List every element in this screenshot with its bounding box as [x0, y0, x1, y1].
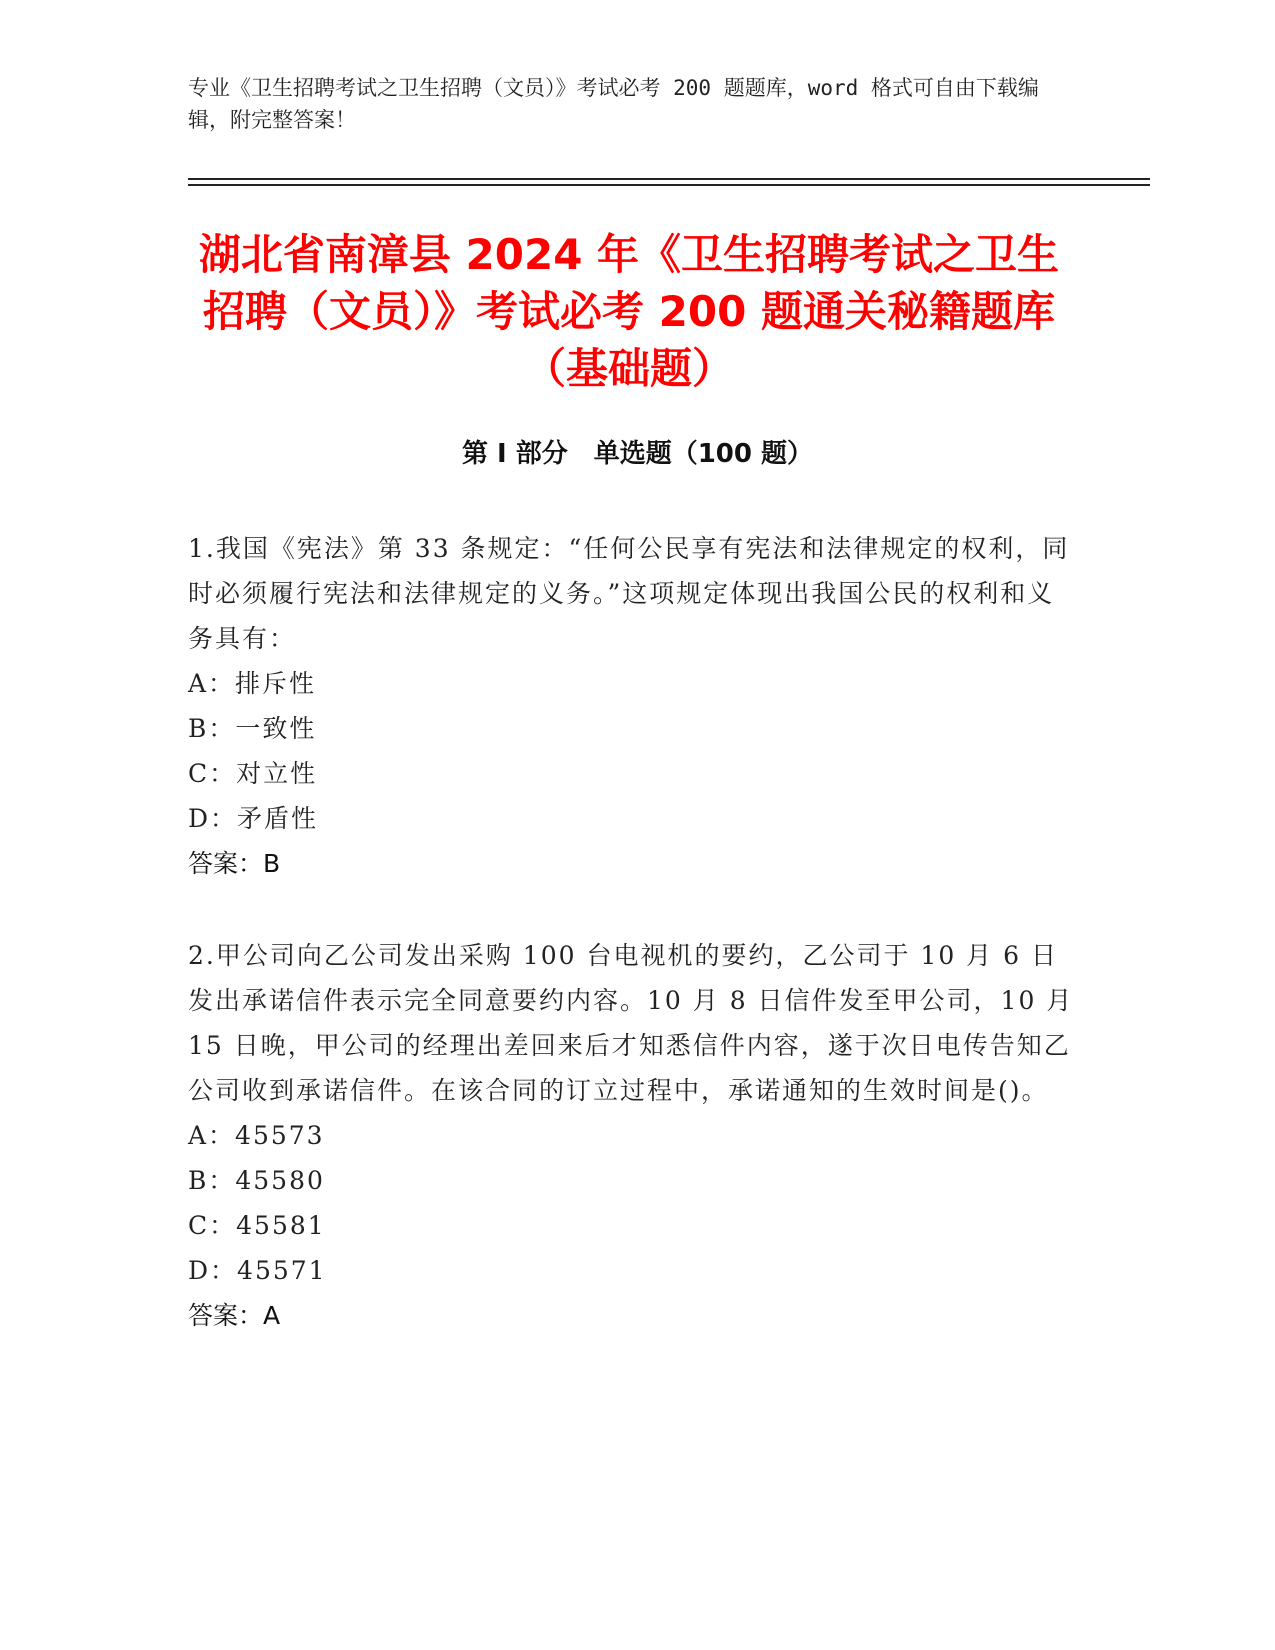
answer: 答案：A — [188, 1301, 281, 1330]
option-d: D：45571 — [188, 1256, 327, 1285]
header-divider-top — [188, 178, 1150, 180]
option-b: B：一致性 — [188, 714, 317, 743]
option-c: C：对立性 — [188, 759, 318, 788]
section-heading: 第 I 部分 单选题（100 题） — [461, 439, 814, 469]
header-divider-bottom — [188, 184, 1150, 186]
option-c: C：45581 — [188, 1211, 326, 1240]
question-stem: 2.甲公司向乙公司发出采购 100 台电视机的要约，乙公司于 10 月 6 日发出承诺信件表示完全同意要约内容。10 月 8 日信件发至甲公司，10 月 15 日晚，甲公司的经理出差回来后才知悉信件内容，遂于次日电传告知乙公司收到承诺信件。在该合同的订立过程中，承诺通知的生效时间是()。 — [188, 941, 1074, 1105]
question-2 — [188, 933, 1078, 1338]
answer: 答案：B — [188, 849, 281, 878]
question-stem: 1.我国《宪法》第 33 条规定：“任何公民享有宪法和法律规定的权利，同时必须履行宪法和法律规定的义务。”这项规定体现出我国公民的权利和义务具有： — [188, 534, 1070, 653]
header-note: 专业《卫生招聘考试之卫生招聘（文员）》考试必考 200 题题库，word 格式可自由下载编辑，附完整答案！ — [188, 76, 1039, 132]
option-d: D：矛盾性 — [188, 804, 319, 833]
question-1 — [188, 526, 1078, 886]
option-a: A：排斥性 — [188, 669, 317, 698]
document-title: 湖北省南漳县 2024 年《卫生招聘考试之卫生招聘（文员）》考试必考 200 题通关秘籍题库（基础题） — [198, 230, 1060, 393]
option-a: A：45573 — [188, 1121, 325, 1150]
option-b: B：45580 — [188, 1166, 325, 1195]
